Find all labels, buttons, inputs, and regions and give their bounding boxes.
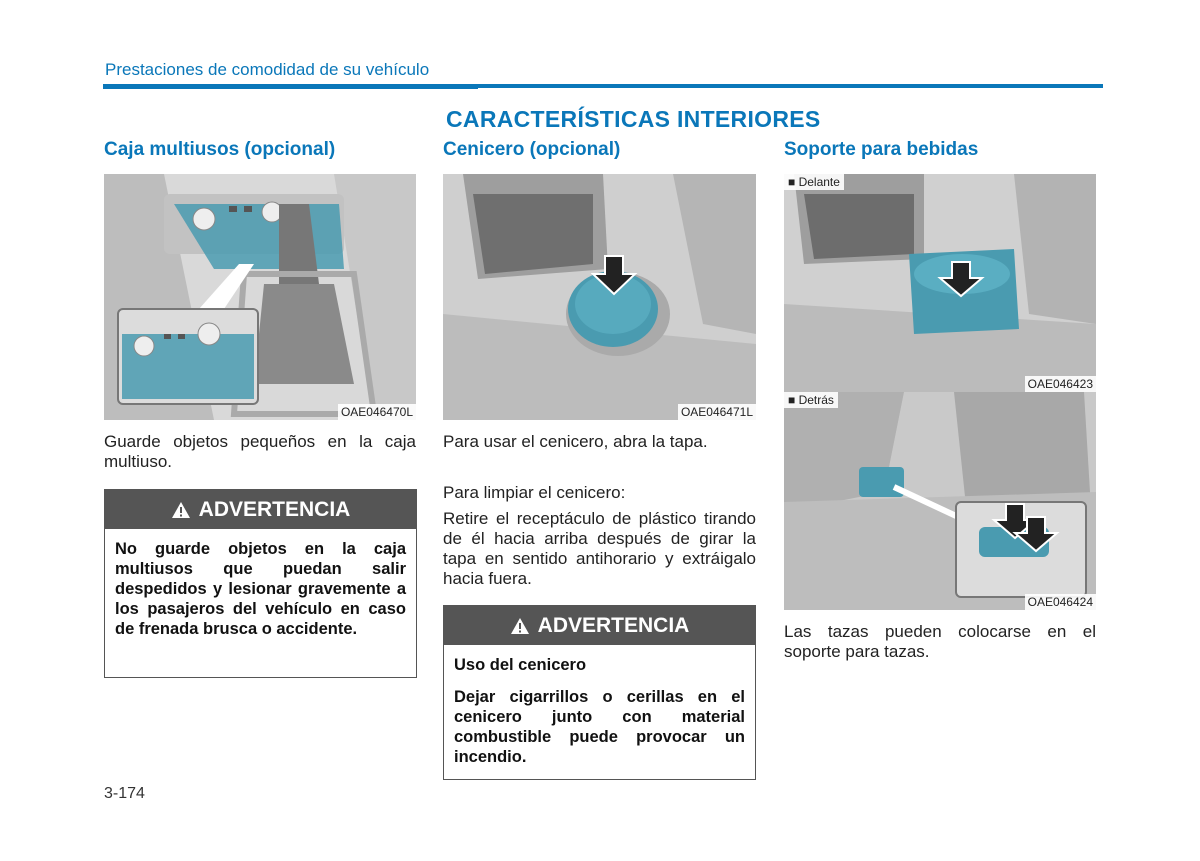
image-code-col2: OAE046471L [678, 404, 756, 420]
col3-title: Soporte para bebidas [784, 139, 979, 160]
col2-body-text-2: Para limpiar el cenicero: [443, 483, 626, 502]
col2-body-text-3: Retire el receptáculo de plástico tirando de él hacia arriba después de girar la tapa en sentido antihorario y extráigalo hacia fuera. [443, 509, 756, 588]
chapter-title: Prestaciones de comodidad de su vehículo [105, 60, 430, 79]
col2-title: Cenicero (opcional) [443, 139, 621, 160]
section-title: CARACTERÍSTICAS INTERIORES [446, 106, 821, 132]
multipurpose-box-image [104, 174, 416, 420]
col2-body-text-1: Para usar el cenicero, abra la tapa. [443, 432, 708, 451]
warning-label: ADVERTENCIA [198, 497, 351, 521]
col1-body-text: Guarde objetos pequeños en la caja multiuso. [104, 432, 416, 471]
ashtray-image [443, 174, 756, 420]
warning-subtitle: Uso del cenicero [454, 656, 587, 674]
front-cup-holder-image [784, 174, 1096, 392]
front-label: ■ Delante [784, 174, 844, 190]
image-code-front: OAE046423 [1025, 376, 1096, 392]
warning-header [105, 490, 416, 529]
rear-label: ■ Detrás [784, 392, 838, 408]
warning-triangle-icon [510, 617, 530, 635]
col3-body-text: Las tazas pueden colocarse en el soporte para tazas. [784, 622, 1096, 661]
warning-box-col1 [104, 489, 417, 678]
image-code-col1: OAE046470L [338, 404, 416, 420]
warning-header [444, 606, 755, 645]
warning-text: Dejar cigarrillos o cerillas en el cenicero junto con material combustible puede provocar un incendio. [454, 688, 745, 766]
warning-triangle-icon [171, 501, 191, 519]
header-rule-accent [103, 84, 478, 89]
page-number: 3-174 [104, 785, 145, 802]
warning-box-col2 [443, 605, 756, 780]
warning-label: ADVERTENCIA [537, 613, 690, 637]
col1-title: Caja multiusos (opcional) [104, 139, 336, 160]
warning-text: No guarde objetos en la caja multiusos que puedan salir despedidos y lesionar gravemente a los pasajeros del vehículo en caso de frenada brusca o accidente. [115, 540, 406, 638]
image-code-rear: OAE046424 [1025, 594, 1096, 610]
rear-cup-holder-image [784, 392, 1096, 610]
